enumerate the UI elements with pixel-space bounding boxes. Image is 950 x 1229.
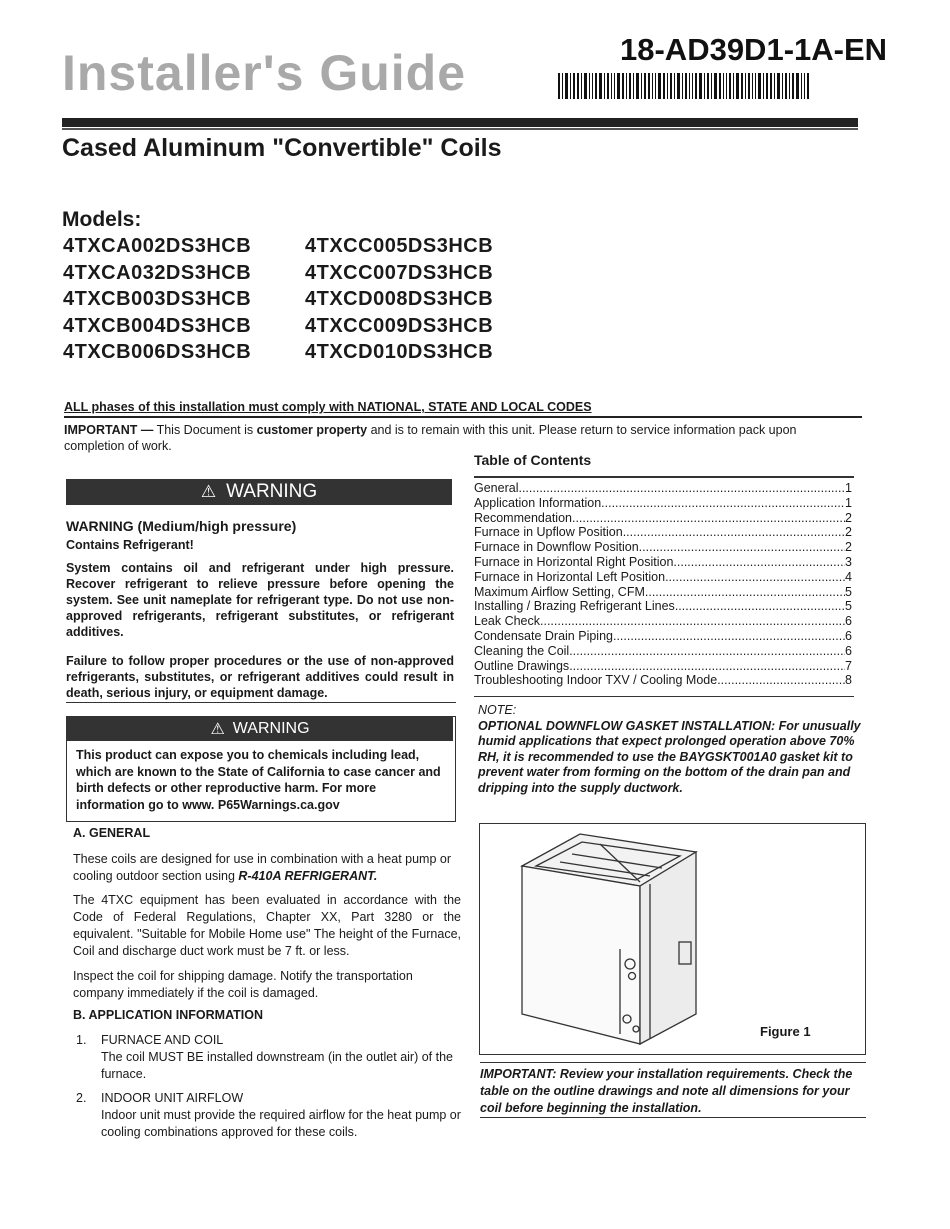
- warning-banner-label: WARNING: [226, 481, 318, 502]
- important-prefix: IMPORTANT —: [64, 423, 154, 437]
- codes-notice: ALL phases of this installation must comply with NATIONAL, STATE AND LOCAL CODES: [64, 400, 592, 414]
- toc-page: 2: [845, 540, 852, 555]
- toc-entry[interactable]: [474, 570, 852, 585]
- barcode-bar: [770, 73, 772, 99]
- barcode-bar: [562, 73, 563, 99]
- barcode-bar: [748, 73, 750, 99]
- note-label: NOTE:: [478, 703, 517, 717]
- list-item-title: INDOOR UNIT AIRFLOW: [101, 1091, 244, 1105]
- barcode-bar: [592, 73, 593, 99]
- toc-label: Furnace in Upflow Position: [474, 525, 623, 540]
- barcode-bar: [581, 73, 582, 99]
- barcode-bar: [573, 73, 575, 99]
- guide-title: Installer's Guide: [62, 45, 467, 101]
- toc-page: 8: [845, 673, 852, 688]
- barcode-bar: [726, 73, 727, 99]
- refrigerant-type: R-410A REFRIGERANT.: [238, 869, 378, 883]
- warning-body: System contains oil and refrigerant under high pressure. Recover refrigerant to relieve pressure before opening the system. See unit nameplate for refrigerant type. Do not use non-approved refrigerants, refrigerant substitutes, or refrigerant additives.: [66, 561, 454, 639]
- warning-triangle-icon: ⚠: [200, 482, 217, 501]
- model-code: 4TXCB004DS3HCB: [63, 314, 252, 337]
- toc-page: 4: [845, 569, 852, 584]
- warning-rule: [66, 702, 456, 703]
- model-code: 4TXCD008DS3HCB: [305, 288, 494, 310]
- model-code: 4TXCC007DS3HCB: [305, 261, 494, 284]
- barcode-bar: [752, 73, 753, 99]
- toc-entry[interactable]: [474, 629, 852, 644]
- warning-subheading: Contains Refrigerant!: [66, 538, 194, 552]
- barcode-bar: [607, 73, 609, 99]
- important-notice: [64, 422, 854, 454]
- barcode-bar: [595, 73, 597, 99]
- installation-requirements-notice: IMPORTANT: Review your installation requirements. Check the table on the outline drawings and note all dimensions for your coil before beginning the installation.: [480, 1067, 853, 1115]
- barcode-bar: [801, 73, 802, 99]
- barcode-bar: [682, 73, 683, 99]
- barcode-bar: [789, 73, 790, 99]
- barcode-bar: [704, 73, 705, 99]
- model-code: 4TXCC009DS3HCB: [305, 314, 494, 337]
- barcode-bar: [774, 73, 775, 99]
- warning-heading: WARNING (Medium/high pressure): [66, 518, 297, 534]
- barcode-bar: [584, 73, 587, 99]
- important-text-1: This Document is: [156, 423, 254, 437]
- warning-banner: [66, 479, 452, 505]
- toc-label: Furnace in Downflow Position: [474, 540, 639, 555]
- list-item-title: FURNACE AND COIL: [101, 1033, 224, 1047]
- barcode-bar: [641, 73, 642, 99]
- toc-entry[interactable]: [474, 555, 852, 570]
- important-bold: customer property: [256, 423, 368, 437]
- barcode-bar: [644, 73, 646, 99]
- toc-page: 2: [845, 525, 852, 540]
- toc-entry[interactable]: [474, 481, 852, 496]
- general-paragraph-3: Inspect the coil for shipping damage. Notify the transportation company immediately if the coil is damaged.: [73, 969, 413, 1000]
- barcode-bar: [699, 73, 702, 99]
- model-code: 4TXCD010DS3HCB: [305, 341, 494, 363]
- toc-page: 6: [845, 614, 852, 629]
- toc-page: 6: [845, 628, 852, 643]
- toc-entry[interactable]: [474, 585, 852, 600]
- barcode-bar: [633, 73, 634, 99]
- barcode-bar: [685, 73, 687, 99]
- codes-rule: [64, 416, 862, 418]
- barcode-bar: [604, 73, 605, 99]
- toc-label: Cleaning the Coil: [474, 643, 570, 658]
- toc-label: Condensate Drain Piping: [474, 628, 613, 643]
- barcode-bar: [758, 73, 761, 99]
- barcode-bar: [804, 73, 805, 99]
- barcode-bar: [599, 73, 602, 99]
- barcode-bar: [670, 73, 672, 99]
- barcode-bar: [658, 73, 661, 99]
- important-rule-bottom: [480, 1117, 866, 1118]
- important-rule-top: [480, 1062, 866, 1063]
- toc-label: Maximum Airflow Setting, CFM: [474, 584, 645, 599]
- barcode-bar: [777, 73, 780, 99]
- list-item: [101, 1032, 461, 1083]
- toc-entry[interactable]: [474, 496, 852, 511]
- toc-title: Table of Contents: [474, 452, 592, 468]
- doc-title: Cased Aluminum "Convertible" Coils: [62, 134, 502, 162]
- important-text-2: and is to remain with this unit. Please return to service information pack upon completion of work.: [64, 423, 797, 453]
- table-of-contents: [474, 481, 852, 688]
- barcode-bar: [565, 73, 568, 99]
- barcode-bar: [785, 73, 787, 99]
- list-item-body: Indoor unit must provide the required airflow for the heat pump or cooling combinations approved for these coils.: [101, 1108, 461, 1139]
- toc-rule-bottom: [474, 696, 854, 697]
- barcode-bar: [655, 73, 656, 99]
- barcode-bar: [692, 73, 693, 99]
- toc-label: Furnace in Horizontal Left Position: [474, 569, 666, 584]
- toc-entry[interactable]: [474, 599, 852, 614]
- toc-label: General: [474, 481, 519, 495]
- barcode-bar: [782, 73, 783, 99]
- barcode-bar: [611, 73, 612, 99]
- model-code: 4TXCC005DS3HCB: [305, 235, 494, 257]
- barcode-bar: [636, 73, 639, 99]
- prop65-warning-body: This product can expose you to chemicals including lead, which are known to the State of California to case cancer and birth defects or other reproductive harm. For more information go to www. P65Warnings.ca.gov: [76, 748, 441, 812]
- barcode-bar: [766, 73, 768, 99]
- barcode-bar: [796, 73, 799, 99]
- model-code: 4TXCB003DS3HCB: [63, 288, 252, 310]
- models-label: Models:: [62, 208, 142, 231]
- barcode-bar: [674, 73, 675, 99]
- barcode-bar: [689, 73, 690, 99]
- barcode-bar: [733, 73, 734, 99]
- doc-number: 18-AD39D1-1A-EN: [620, 32, 888, 67]
- toc-entry[interactable]: [474, 525, 852, 540]
- barcode-bar: [589, 73, 590, 99]
- toc-rule-top: [474, 476, 854, 478]
- toc-label: Furnace in Horizontal Right Position: [474, 554, 674, 569]
- model-code: 4TXCB006DS3HCB: [63, 341, 252, 363]
- header-rule: [62, 118, 858, 127]
- toc-page: 6: [845, 643, 852, 658]
- barcode-bar: [736, 73, 739, 99]
- general-p1-text: These coils are designed for use in combination with a heat pump or cooling outdoor section using: [73, 852, 451, 883]
- general-paragraph-1: [73, 851, 461, 885]
- toc-page: 1: [845, 495, 852, 510]
- barcode-bar: [695, 73, 697, 99]
- header-rule-thin: [62, 128, 858, 130]
- toc-page: 5: [845, 599, 852, 614]
- figure-1-frame: [479, 823, 866, 1055]
- general-paragraph-2: The 4TXC equipment has been evaluated in accordance with the Code of Federal Regulations, Chapter XX, Part 3280 or the equivalent. "Suitable for Mobile Home use" The height of the Furnace, Coil and discharge duct work must be 7 ft. or less.: [73, 893, 461, 958]
- toc-page: 3: [845, 554, 852, 569]
- barcode-bar: [667, 73, 668, 99]
- barcode-bar: [711, 73, 712, 99]
- toc-label: Leak Check: [474, 614, 541, 629]
- barcode-bar: [763, 73, 764, 99]
- barcode-bar: [617, 73, 620, 99]
- toc-label: Troubleshooting Indoor TXV / Cooling Mode: [474, 673, 718, 688]
- toc-entry[interactable]: [474, 540, 852, 555]
- downflow-gasket-note: [478, 703, 862, 796]
- barcode-bar: [629, 73, 631, 99]
- toc-label: Installing / Brazing Refrigerant Lines: [474, 599, 675, 614]
- barcode-bar: [652, 73, 653, 99]
- barcode-bar: [745, 73, 746, 99]
- section-application-heading: B. APPLICATION INFORMATION: [73, 1008, 264, 1022]
- model-code: 4TXCA002DS3HCB: [63, 235, 252, 257]
- barcode-bar: [807, 73, 809, 99]
- barcode-bar: [558, 73, 560, 99]
- warning-consequence: Failure to follow proper procedures or the use of non-approved refrigerants, substitutes, or refrigerant additives could result in death, serious injury, or equipment damage.: [66, 654, 454, 700]
- barcode-bar: [622, 73, 624, 99]
- barcode-bar: [626, 73, 627, 99]
- list-number: 2.: [76, 1091, 87, 1105]
- toc-entry[interactable]: [474, 673, 852, 688]
- barcode-bar: [719, 73, 721, 99]
- barcode-bar: [741, 73, 743, 99]
- list-item-body: The coil MUST BE installed downstream (in the outlet air) of the furnace.: [101, 1050, 454, 1081]
- barcode: [558, 73, 858, 99]
- toc-entry[interactable]: [474, 659, 852, 674]
- toc-entry[interactable]: [474, 644, 852, 659]
- prop65-banner-label: WARNING: [232, 720, 310, 737]
- models-column-2: [305, 233, 493, 366]
- warning-triangle-icon: ⚠: [210, 721, 225, 738]
- barcode-bar: [677, 73, 680, 99]
- toc-label: Recommendation: [474, 510, 572, 525]
- barcode-bar: [577, 73, 579, 99]
- models-column-1: [63, 233, 251, 366]
- barcode-bar: [792, 73, 794, 99]
- toc-page: 2: [845, 510, 852, 525]
- figure-caption: Figure 1: [760, 1024, 811, 1039]
- barcode-bar: [707, 73, 709, 99]
- barcode-bar: [723, 73, 724, 99]
- toc-page: 5: [845, 584, 852, 599]
- list-item: [101, 1090, 461, 1141]
- toc-page: 1: [845, 481, 852, 495]
- barcode-bar: [648, 73, 650, 99]
- model-code: 4TXCA032DS3HCB: [63, 261, 252, 284]
- toc-entry[interactable]: [474, 614, 852, 629]
- barcode-bar: [570, 73, 571, 99]
- barcode-bar: [614, 73, 615, 99]
- toc-page: 7: [845, 658, 852, 673]
- note-body: OPTIONAL DOWNFLOW GASKET INSTALLATION: For unusually humid applications that expect prolonged operation above 70% RH, it is recommended to use the BAYGSKT001A0 gasket kit to prevent water from forming on the bottom of the drain pan and dripping into the supply ductwork.: [478, 718, 861, 795]
- section-general-heading: A. GENERAL: [73, 826, 151, 840]
- coil-cabinet-illustration: [480, 824, 865, 1054]
- barcode-bar: [714, 73, 717, 99]
- barcode-bar: [755, 73, 756, 99]
- toc-label: Outline Drawings: [474, 658, 570, 673]
- barcode-bar: [663, 73, 665, 99]
- barcode-bar: [729, 73, 731, 99]
- toc-label: Application Information: [474, 495, 602, 510]
- list-number: 1.: [76, 1033, 87, 1047]
- toc-entry[interactable]: [474, 511, 852, 526]
- prop65-warning-banner: [67, 717, 453, 741]
